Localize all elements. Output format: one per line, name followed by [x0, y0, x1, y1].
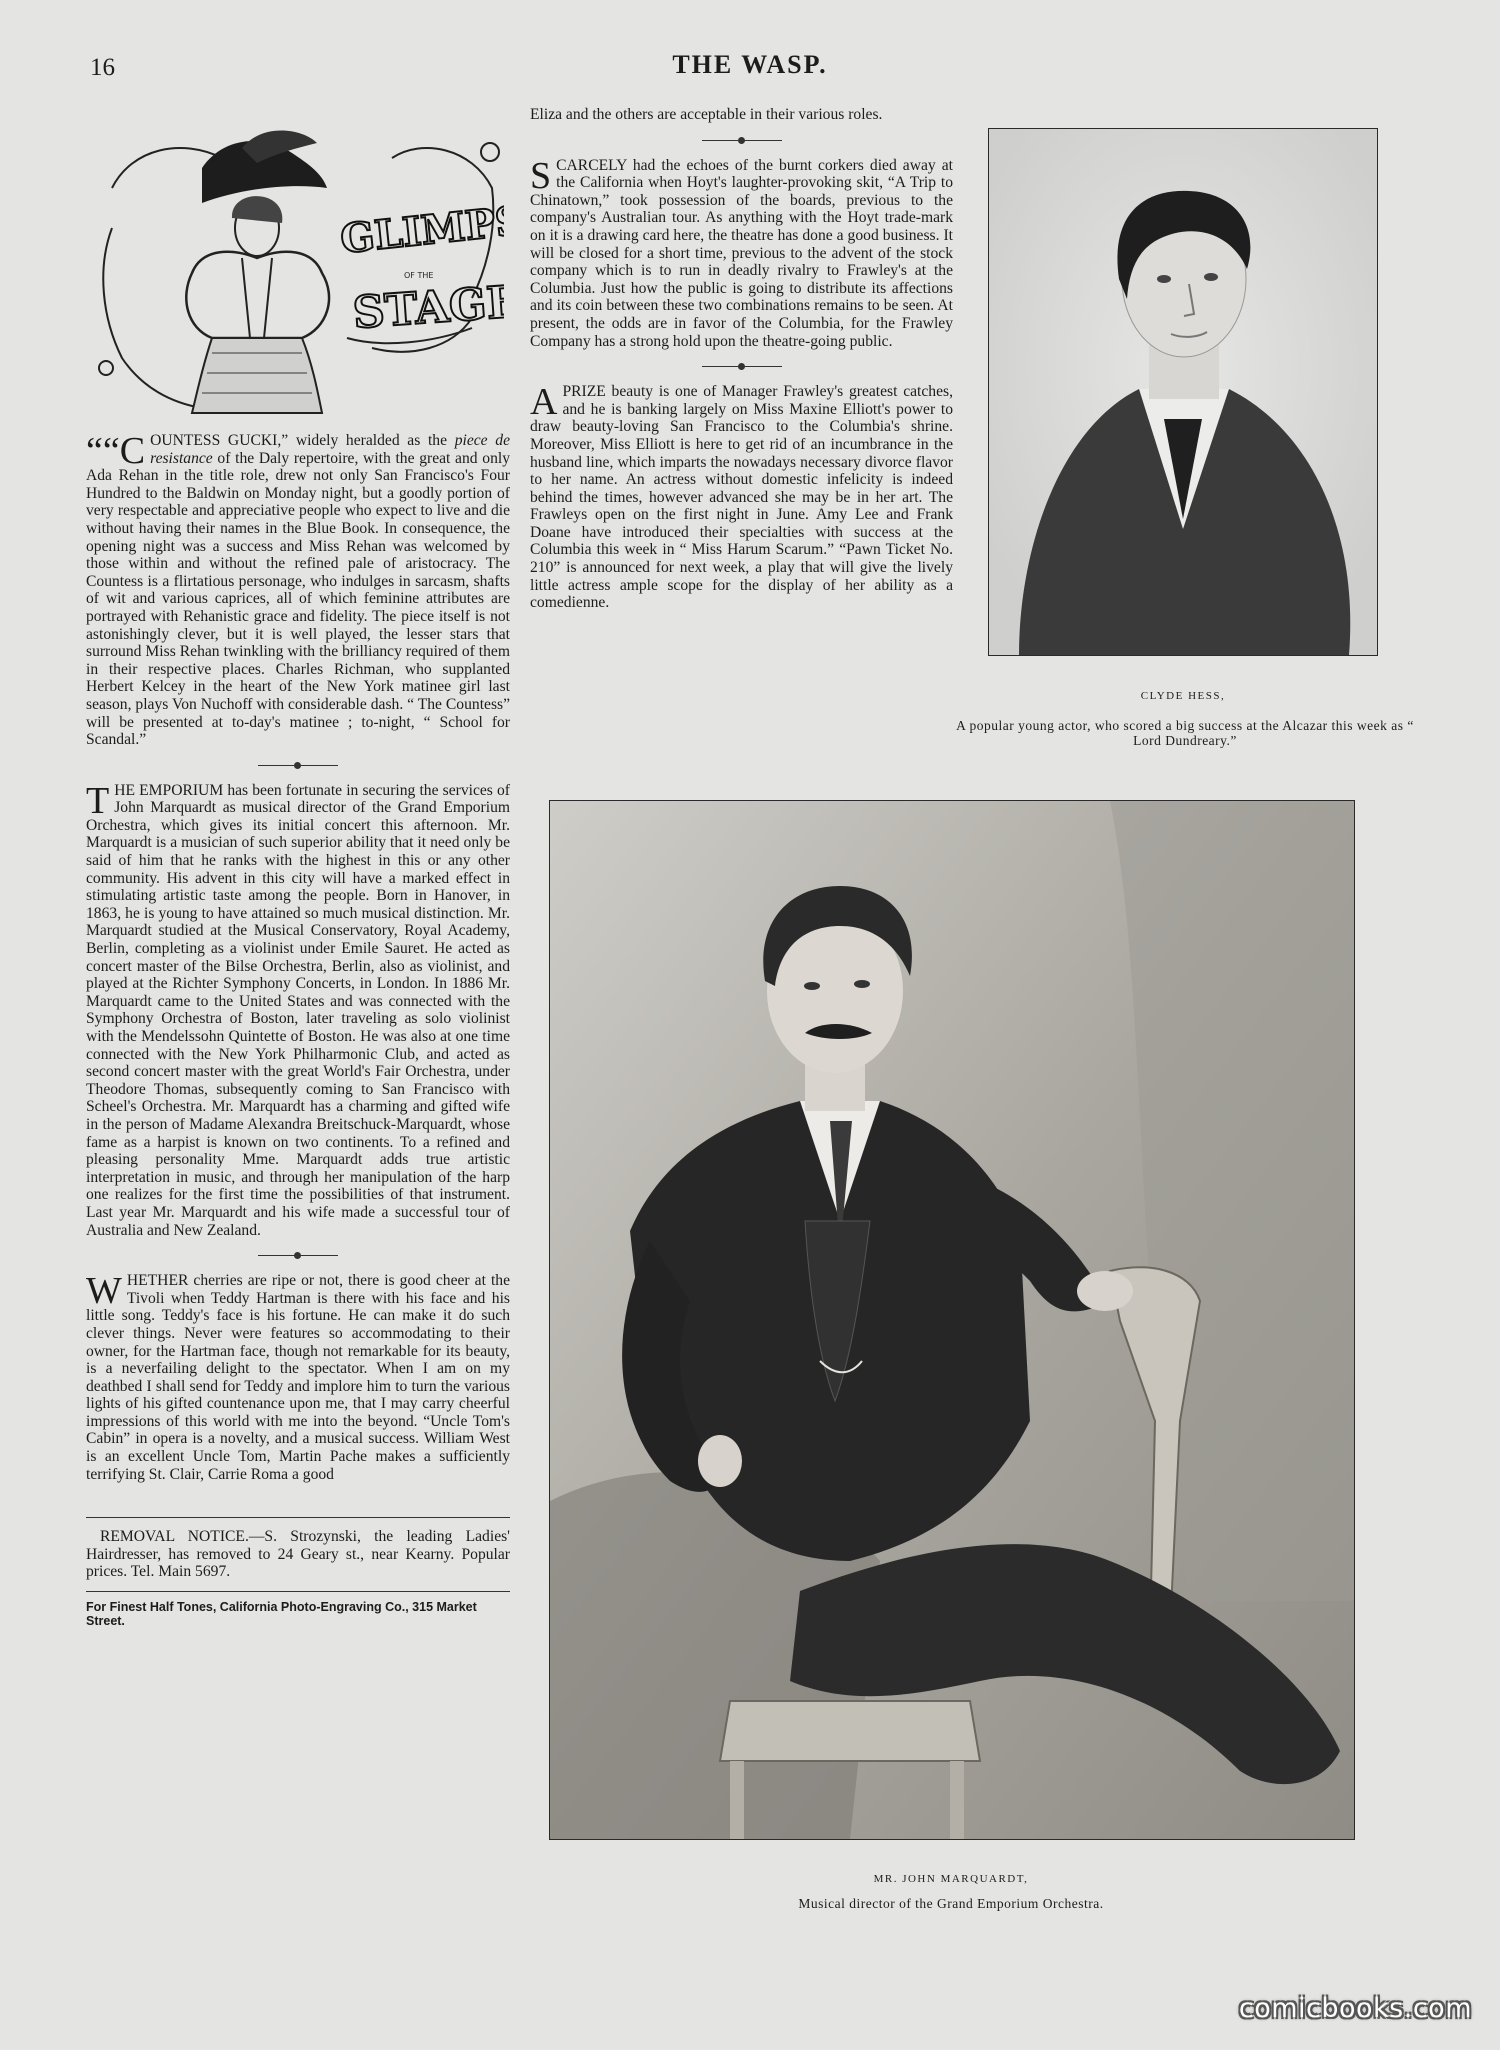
- scarcely-paragraph: [530, 154, 953, 351]
- section-divider: [258, 765, 338, 766]
- banner-illustration: [92, 128, 504, 418]
- removal-notice-text: REMOVAL NOTICE.—S. Strozynski, the leading Ladies' Hairdresser, has removed to 24 Geary st., near Kearny. Popular prices. Tel. Main 5697.: [86, 1528, 510, 1581]
- left-column: [86, 128, 510, 1628]
- john-marquardt-name: MR. JOHN MARQUARDT,: [873, 1873, 1029, 1885]
- prize-lead-letter: A: [530, 381, 558, 424]
- john-marquardt-caption: Musical director of the Grand Emporium Orchestra.: [798, 1896, 1104, 1911]
- emporium-text: HE EMPORIUM has been fortunate in securing the services of John Marquardt as musical director of the Grand Emporium Orchestra, which gives its initial concert this afternoon. Mr. Marquardt is a musician of such superior ability that it need only be said of him that he ranks with the highest in this or any other community. His advent in this city will have a marked effect in stimulating artistic taste among the people. Born in Hanover, in 1863, he is young to have attained so much musical distinction. Mr. Marquardt studied at the Musical Conservatory, Royal Academy, Berlin, completing as a violinist under Emile Sauret. He acted as concert master of the Bilse Orchestra, Berlin, also as violinist, and played at the Richter Symphony Concerts, in London. In 1886 Mr. Marquardt came to the United States and was connected with the Symphony Orchestra of Boston, later traveling as solo violinist with the Mendelssohn Quintette of Boston. He was also at one time connected with the New York Philharmonic Club, and acted as second concert master with the great World's Fair Orchestra, under Theodore Thomas, subsequently coming to San Francisco with Scheel's Orchestra. Mr. Marquardt has a charming and gifted wife in the person of Madame Alexandra Breitschuck-Marquardt, whose fame as a harpist is known on two continents. To a refined and pleasing personality Mme. Marquardt adds true artistic interpretation in music, and through her manipulation of the harp one realizes for the first time the possibilities of that instrument. Last year Mr. Marquardt and his wife made a successful tour of Australia and New Zealand.: [86, 781, 510, 1239]
- prize-text: PRIZE beauty is one of Manager Frawley's greatest catches, and he is banking largely on Miss Maxine Elliott's power to draw beauty-loving San Francisco to the Columbia's shrine. Moreover, Miss Elliott is here to get rid of an incumbrance in the husband line, which imparts the nowadays necessary divorce flavor to her name. An actress without domestic infelicity is indeed behind the times, however advanced she may be in her art. The Frawleys open on the first night in June. Amy Lee and Frank Doane have introduced their specialties with success at the Columbia this week in “ Miss Harum Scarum.” “Pawn Ticket No. 210” is announced for next week, a play that will give the lively little actress ample scope for the display of her ability as a comedienne.: [530, 383, 953, 612]
- countess-gucki-paragraph: [86, 432, 510, 749]
- source-watermark: comicbooks.com: [1238, 1993, 1472, 2024]
- countess-text-start: OUNTESS GUCKI,” widely heralded as the: [150, 432, 455, 449]
- masthead: THE WASP.: [672, 50, 828, 79]
- footer-credit: For Finest Half Tones, California Photo-Engraving Co., 315 Market Street.: [86, 1591, 510, 1628]
- section-divider: [702, 140, 782, 141]
- john-marquardt-portrait: [550, 801, 1354, 1839]
- whether-lead-letter: W: [86, 1270, 122, 1313]
- removal-notice: [86, 1517, 510, 1581]
- banner-title-of-the: OF THE: [404, 271, 434, 280]
- glimpses-of-the-stage-banner: [92, 128, 504, 418]
- countess-lead-letter: ““C: [86, 430, 146, 472]
- countess-text-rest: of the Daly repertoire, with the great and only Ada Rehan in the title role, drew not only San Francisco's Four Hundred to the Baldwin on Monday night, but a goodly portion of very respectable and appreciative people who expect to live and die without having their names in the Blue Book. In consequence, the opening night was a success and Miss Rehan was welcomed by those within and without the refined pale of aristocracy. The Countess is a flirtatious personage, who indulges in sarcasm, shafts of wit and various caprices, all of which feminine attributes are portrayed with Rehanistic grace and fidelity. The piece itself is not astonishingly clever, but it is well played, the lesser stars that surround Miss Rehan twinkling with the brilliancy required of them in their respective places. Charles Richman, who supplanted Herbert Kelcey in the heart of the New York matinee girl last season, plays Von Nuchoff with considerable dash. “ The Countess” will be presented at to-day's matinee ; to-night, “ School for Scandal.”: [86, 449, 510, 749]
- page-number: 16: [90, 54, 115, 81]
- clyde-hess-portrait: [989, 129, 1377, 655]
- section-divider: [702, 366, 782, 367]
- clyde-hess-name: CLYDE HESS,: [1140, 690, 1226, 702]
- clyde-hess-photo: [988, 128, 1378, 656]
- banner-title-stage: STAGE: [351, 276, 504, 339]
- scarcely-lead-letter: S: [530, 154, 552, 197]
- eliza-paragraph: Eliza and the others are acceptable in their various roles.: [530, 106, 883, 123]
- scarcely-text: CARCELY had the echoes of the burnt corkers died away at the California when Hoyt's laughter-provoking skit, “A Trip to Chinatown,” took possession of the boards, previous to the company's Australian tour. As anything with the Hoyt trade-mark on it is a drawing card here, the theatre has done a good business. It will be closed for a short time, previous to the advent of the stock company which is to run in deadly rivalry to Frawley's at the Columbia. Just how the public is going to distribute its affections and its coin between these two combinations remains to be seen. At present, the odds are in favor of the Columbia, for the Frawley Company has a strong hold upon the theatre-going public.: [530, 156, 953, 350]
- john-marquardt-photo: [549, 800, 1355, 1840]
- whether-text: HETHER cherries are ripe or not, there is good cheer at the Tivoli when Teddy Hartman is there with his face and his little song. Teddy's face is his fortune. He can make it do such clever things. Never were features so accommodating to their owner, for the Hartman face, though not remarkable for its beauty, is a neverfailing delight to the spectator. When I am on my deathbed I shall send for Teddy and implore him to turn the various lights of his gifted countenance upon me, that I may carry cheerful impressions of this world with me into the beyond. “Uncle Tom's Cabin” in opera is a novelty, and a musical success. William West is an excellent Uncle Tom, Martin Pache makes a sufficiently terrifying St. Clair, Carrie Roma a good: [86, 1272, 510, 1483]
- emporium-lead-letter: T: [86, 779, 110, 822]
- whether-paragraph: [86, 1272, 510, 1483]
- emporium-paragraph: [86, 779, 510, 1239]
- prize-paragraph: [530, 383, 953, 612]
- section-divider: [258, 1255, 338, 1256]
- clyde-hess-caption: A popular young actor, who scored a big success at the Alcazar this week as “ Lord Dundreary.”: [956, 718, 1414, 748]
- countess-italic-phrase: piece de resistance: [150, 432, 510, 467]
- middle-column: [530, 106, 953, 612]
- banner-title-glimpses: GLIMPSES: [338, 190, 504, 263]
